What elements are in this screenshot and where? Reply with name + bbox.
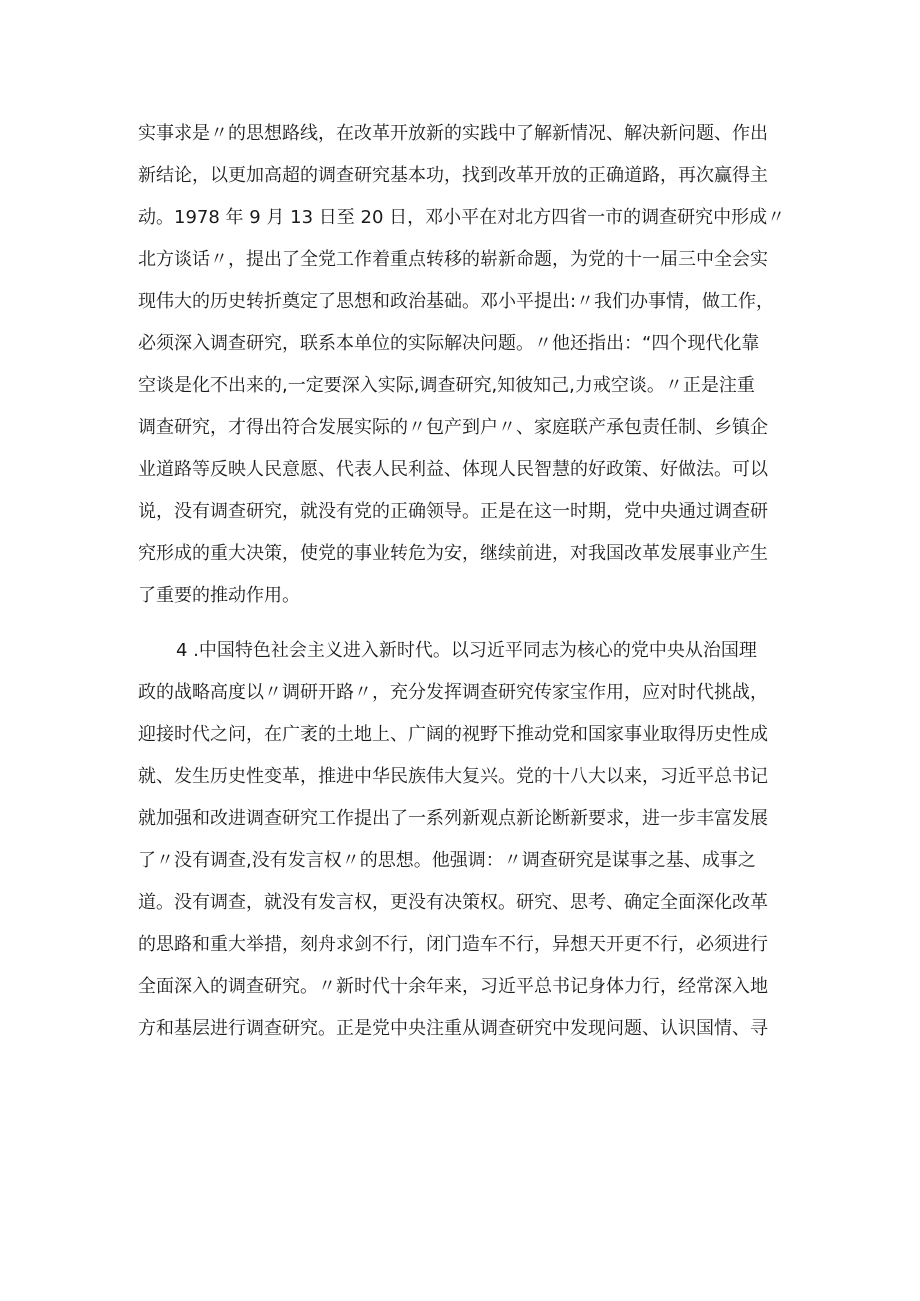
text-line: 的思路和重大举措，刻舟求剑不行，闭门造车不行，异想天开更不行，必须进行 bbox=[138, 934, 768, 955]
text-line: 了重要的推动作用。 bbox=[138, 585, 300, 606]
text-line: 空谈是化不出来的,一定要深入实际,调查研究,知彼知己,力戒空谈。〃正是注重 bbox=[138, 375, 755, 396]
text-line: 新结论，以更加高超的调查研究基本功，找到改革开放的正确道路，再次赢得主 bbox=[138, 165, 768, 186]
text-line: 就、发生历史性变革，推进中华民族伟大复兴。党的十八大以来，习近平总书记 bbox=[138, 766, 768, 787]
text-line: 说，没有调查研究，就没有党的正确领导。正是在这一时期，党中央通过调查研 bbox=[138, 501, 768, 522]
text-line: 究形成的重大决策，使党的事业转危为安，继续前进，对我国改革发展事业产生 bbox=[138, 543, 768, 564]
text-line: 了〃没有调查,没有发言权〃的思想。他强调：〃调查研究是谋事之基、成事之 bbox=[138, 850, 756, 871]
text-line: 方和基层进行调查研究。正是党中央注重从调查研究中发现问题、认识国情、寻 bbox=[138, 1018, 768, 1039]
text-line: 调查研究，才得出符合发展实际的〃包产到户〃、家庭联产承包责任制、乡镇企 bbox=[138, 417, 768, 438]
text-line: 就加强和改进调查研究工作提出了一系列新观点新论断新要求，进一步丰富发展 bbox=[138, 808, 768, 829]
text-line: 北方谈话〃，提出了全党工作着重点转移的崭新命题，为党的十一届三中全会实 bbox=[138, 249, 768, 270]
text-line: 实事求是〃的思想路线，在改革开放新的实践中了解新情况、解决新问题、作出 bbox=[138, 123, 768, 144]
text-line: 4 .中国特色社会主义进入新时代。以习近平同志为核心的党中央从治国理 bbox=[176, 640, 757, 661]
text-line: 动。1978 年 9 月 13 日至 20 日，邓小平在对北方四省一市的调查研究中形成〃 bbox=[138, 207, 786, 228]
text-line: 全面深入的调查研究。〃新时代十余年来，习近平总书记身体力行，经常深入地 bbox=[138, 976, 768, 997]
text-line: 政的战略高度以〃调研开路〃，充分发挥调查研究传家宝作用，应对时代挑战， bbox=[138, 682, 768, 703]
text-line: 现伟大的历史转折奠定了思想和政治基础。邓小平提出:〃我们办事情，做工作， bbox=[138, 291, 775, 312]
text-line: 业道路等反映人民意愿、代表人民利益、体现人民智慧的好政策、好做法。可以 bbox=[138, 459, 768, 480]
text-line: 道。没有调查，就没有发言权，更没有决策权。研究、思考、确定全面深化改革 bbox=[138, 892, 768, 913]
text-line: 迎接时代之问，在广袤的土地上、广阔的视野下推动党和国家事业取得历史性成 bbox=[138, 724, 768, 745]
text-line: 必须深入调查研究，联系本单位的实际解决问题。〃他还指出：“四个现代化靠 bbox=[138, 333, 760, 354]
